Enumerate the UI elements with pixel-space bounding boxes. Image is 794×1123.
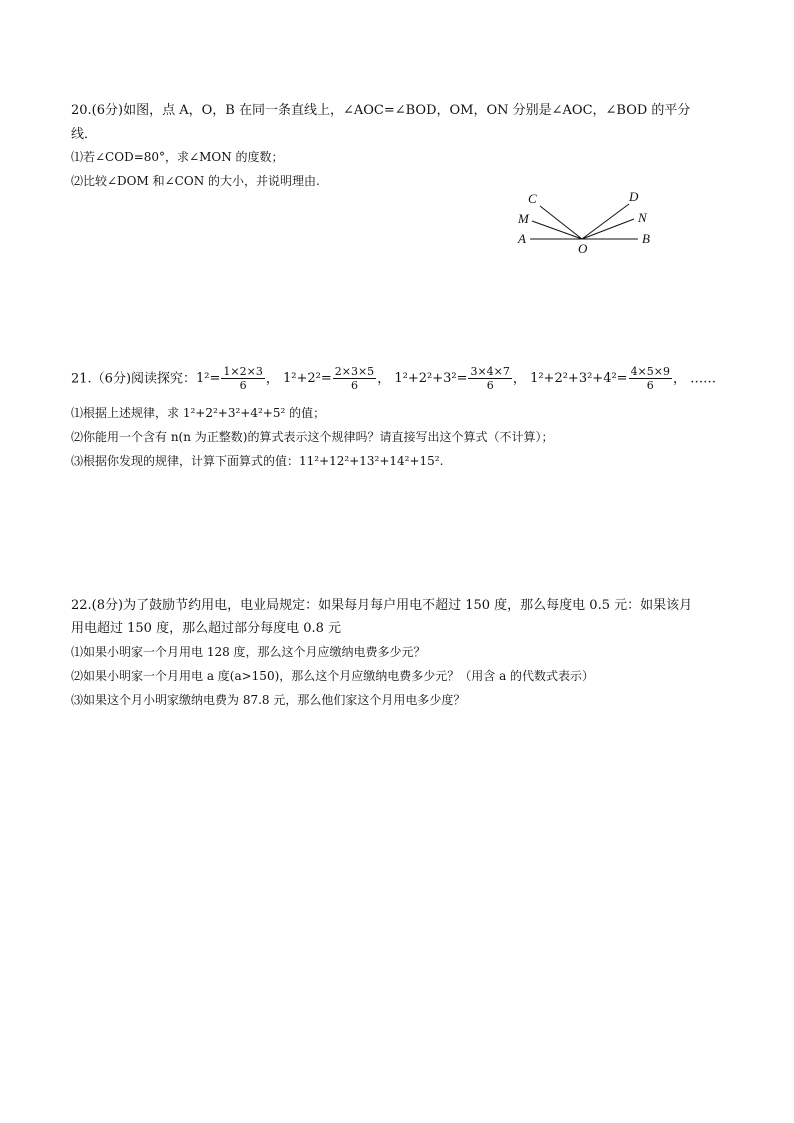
q21-part3: ⑶根据你发现的规律，计算下面算式的值：11²+12²+13²+14²+15².: [71, 454, 444, 468]
q20-angle-figure: [510, 188, 660, 258]
q21-part1: ⑴根据上述规律，求 1²+2²+3²+4²+5² 的值；: [71, 406, 326, 420]
eq4-denominator: 6: [646, 379, 654, 392]
eq4-numerator: 4×5×9: [630, 365, 670, 378]
q20-part1: ⑴若∠COD=80°，求∠MON 的度数；: [71, 150, 284, 164]
eq2-denominator: 6: [350, 379, 358, 392]
q20-part2: ⑵比较∠DOM 和∠CON 的大小，并说明理由.: [71, 174, 320, 188]
q21-eq1: 1²= $\frac{1\times 2\times 3}{6}$: [196, 365, 263, 392]
q21-eq3: 1²+2²+3²= $\frac{3\times 4\times 7}{6}$: [394, 365, 510, 392]
label-A: A: [518, 231, 526, 246]
eq3-denominator: 6: [486, 379, 494, 392]
ray-ON: [582, 219, 634, 239]
q20-stem-line2: 线．: [71, 127, 98, 142]
q21-stem: 21.（6分)阅读探究：1²= $\frac{1\times 2\times 3}{6}$ ， 1²+2²= $\frac{2\times 3\times 5}{6}$ ， 1²+2²+3²= $\frac{3\times 4\times 7}{6}$ ， 1²+2²+3²+4²= $\frac{4\times 5\times 9}{6}$ ， ……: [71, 365, 717, 392]
q21-part2: ⑵你能用一个含有 n(n 为正整数)的算式表示这个规律吗？请直接写出这个算式（不计算）；: [71, 430, 554, 444]
q21-eq2: 1²+2²= $\frac{2\times 3\times 5}{6}$: [283, 365, 375, 392]
ray-OM: [532, 221, 582, 239]
label-C: C: [528, 191, 537, 206]
q22-stem-line2: 用电超过 150 度，那么超过部分每度电 0.8 元: [71, 621, 342, 636]
ray-OC: [540, 206, 582, 239]
eq1-denominator: 6: [239, 379, 247, 392]
q22-stem-line1: 22.(8分)为了鼓励节约用电，电业局规定：如果每月每户用电不超过 150 度，那么每度电 0.5 元：如果该月: [71, 598, 693, 613]
eq1-numerator: 1×2×3: [223, 365, 263, 378]
label-M: M: [518, 211, 529, 226]
label-N: N: [638, 210, 647, 225]
label-B: B: [642, 231, 650, 246]
q21-intro: 21.（6分)阅读探究：: [71, 371, 197, 387]
q22-part1: ⑴如果小明家一个月用电 128 度，那么这个月应缴纳电费多少元？: [71, 645, 426, 659]
q22-part2: ⑵如果小明家一个月用电 a 度(a>150)，那么这个月应缴纳电费多少元？（用含 a 的代数式表示）: [71, 669, 595, 683]
eq2-numerator: 2×3×5: [334, 365, 375, 378]
eq3-numerator: 3×4×7: [470, 365, 510, 378]
q21-eq4: 1²+2²+3²+4²= $\frac{4\times 5\times 9}{6}$: [530, 365, 670, 392]
label-O: O: [578, 241, 588, 256]
label-D: D: [629, 189, 639, 204]
q21-ellipsis: ……: [690, 371, 717, 387]
q20-stem-line1: 20.(6分)如图，点 A，O，B 在同一条直线上，∠AOC=∠BOD，OM，ON 分别是∠AOC，∠BOD 的平分: [71, 103, 691, 118]
ray-OD: [582, 204, 629, 239]
q22-part3: ⑶如果这个月小明家缴纳电费为 87.8 元，那么他们家这个月用电多少度？: [71, 693, 466, 707]
